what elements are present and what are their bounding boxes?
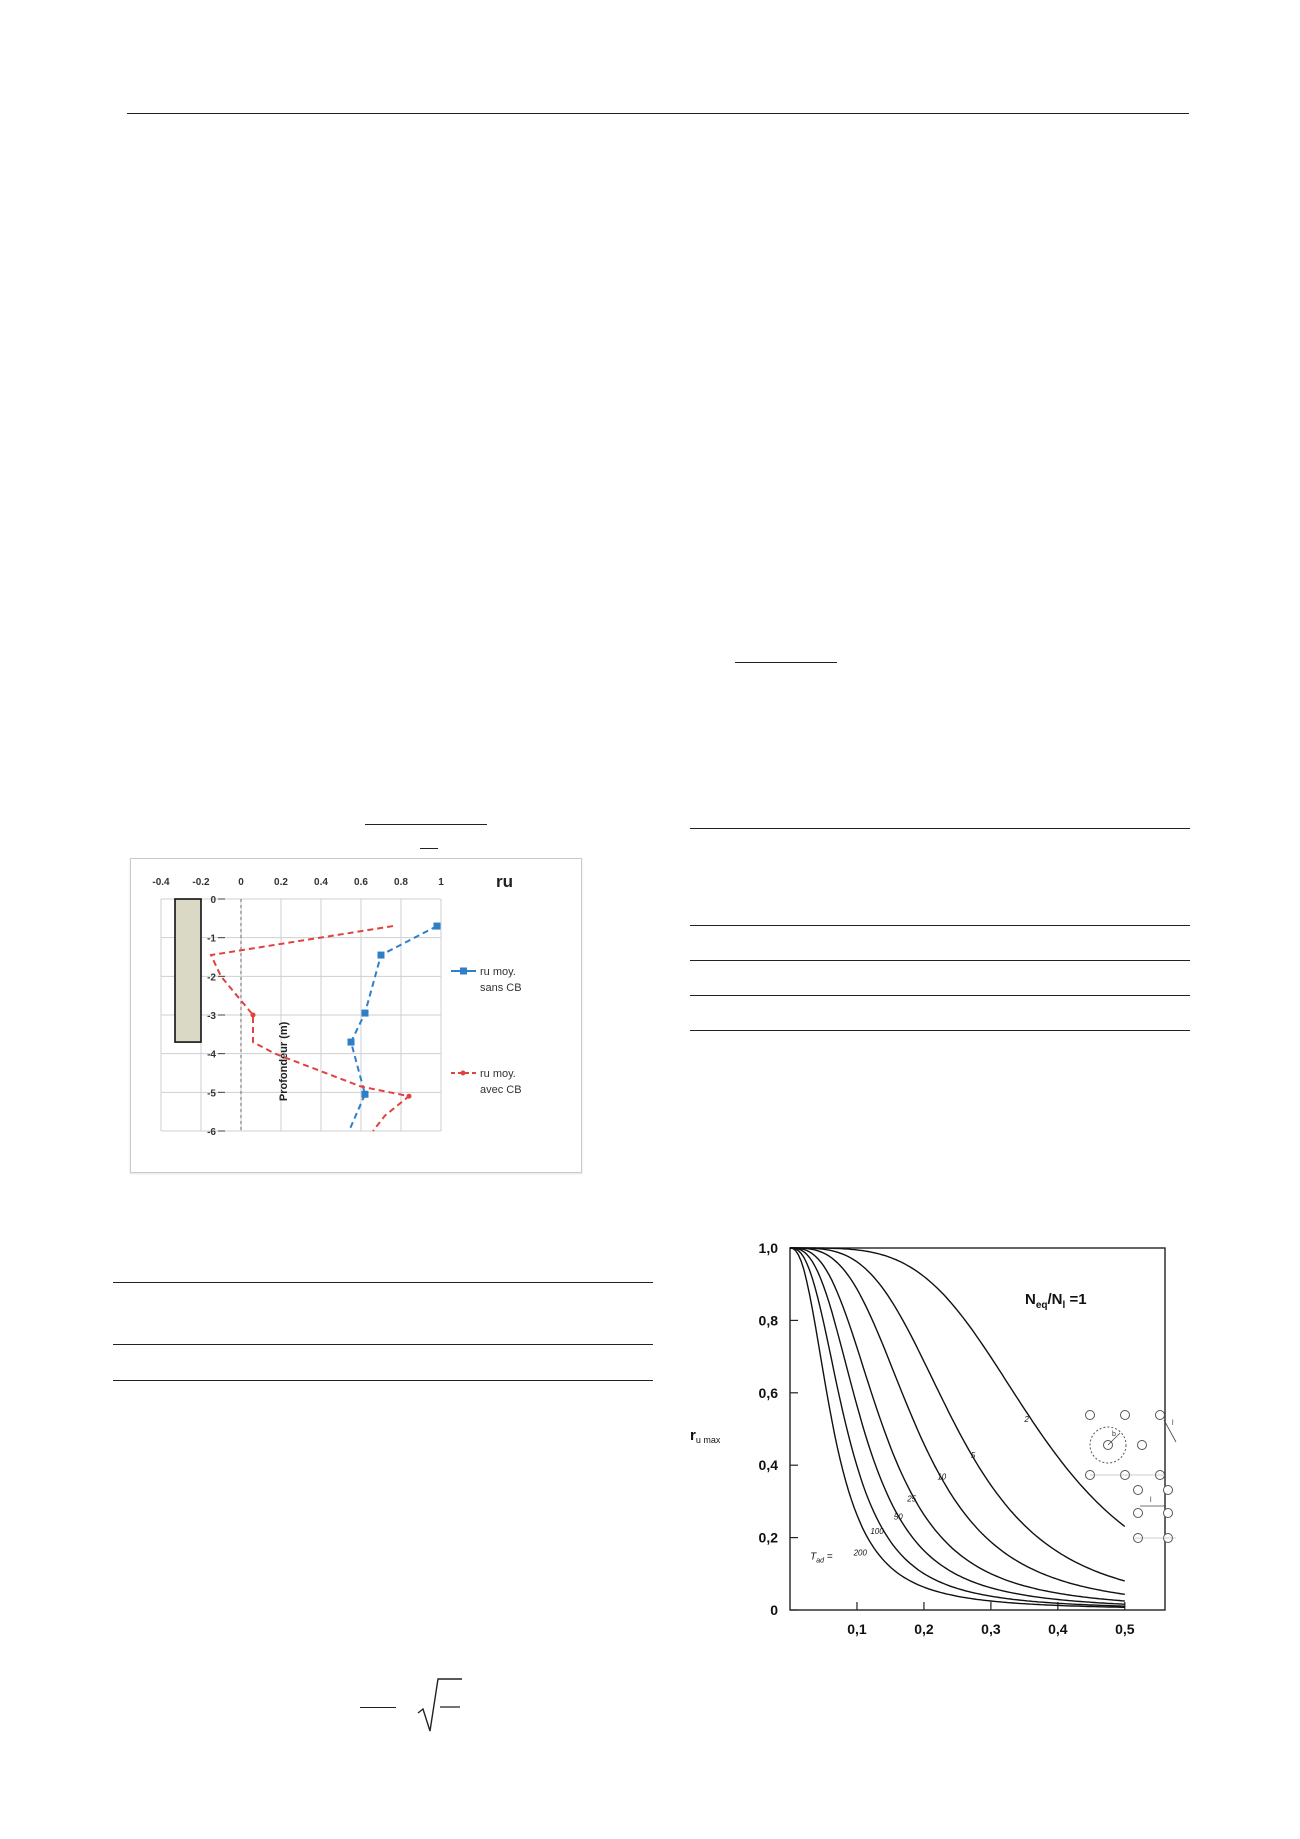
drain-circle xyxy=(1134,1509,1143,1518)
legend-swatch-marker-0 xyxy=(460,968,467,975)
x-tick-label: -0.4 xyxy=(152,877,170,888)
tad-label: $T_{ad}$ = xyxy=(810,1551,833,1565)
y-axis-label: Profondeur (m) xyxy=(278,1021,290,1102)
table-right-row-rule-2 xyxy=(690,995,1190,996)
table-left-bottom-rule xyxy=(113,1380,653,1381)
table-right-header-rule xyxy=(690,925,1190,926)
curve-label-25: 25 xyxy=(907,1494,917,1504)
y-tick-label: 0 xyxy=(770,1602,778,1618)
y-tick-label: 1,0 xyxy=(758,1240,778,1256)
drain-circle xyxy=(1086,1411,1095,1420)
table-left-top-rule xyxy=(113,1282,653,1283)
x-tick-label: 0.4 xyxy=(314,877,328,888)
series-line-0 xyxy=(349,926,437,1131)
curve-label-200: 200 xyxy=(853,1548,867,1558)
ru-max-chart-svg xyxy=(680,1220,1180,1640)
y-axis-label: $r_{u max}$ xyxy=(690,1426,721,1445)
table-left-header-rule xyxy=(113,1344,653,1345)
x-tick-label: 1 xyxy=(438,877,444,888)
curve-label-5: 5 xyxy=(970,1450,976,1460)
chart-title: ru xyxy=(496,872,513,891)
table-right-row-rule-1 xyxy=(690,960,1190,961)
series-marker-0 xyxy=(362,1010,369,1017)
y-tick-label: 0,8 xyxy=(758,1312,778,1329)
ratio-annotation: $N_{eq}/N_l =1$ xyxy=(1025,1291,1087,1311)
formula-fraction-bar-left xyxy=(365,824,487,825)
y-tick-label: 0,2 xyxy=(758,1529,778,1546)
legend-label-line2-0: sans CB xyxy=(480,982,522,994)
series-marker-0 xyxy=(378,952,385,959)
x-tick-label: 0 xyxy=(238,877,244,888)
x-tick-label: 0.2 xyxy=(274,877,288,888)
series-marker-0 xyxy=(362,1091,369,1098)
curve-2 xyxy=(790,1248,1125,1527)
drain-circle xyxy=(1138,1441,1147,1450)
y-tick-label: -6 xyxy=(207,1127,216,1138)
drain-circle xyxy=(1164,1486,1173,1495)
x-tick-label: 0,2 xyxy=(914,1621,934,1637)
legend-label-line1-0: ru moy. xyxy=(480,966,516,978)
legend-label-line2-1: avec CB xyxy=(480,1084,522,1096)
x-tick-label: 0.8 xyxy=(394,877,408,888)
formula-bottom-fraction-bar xyxy=(360,1707,396,1708)
curve-label-2: 2 xyxy=(1024,1414,1029,1424)
inset-label-l1: l xyxy=(1172,1420,1174,1427)
drain-layout-inset xyxy=(1086,1411,1177,1543)
y-tick-label: -1 xyxy=(207,933,216,945)
x-tick-label: 0,4 xyxy=(1048,1621,1068,1637)
drain-circle xyxy=(1121,1411,1130,1420)
x-tick-label: 0,1 xyxy=(847,1621,867,1637)
series-marker-0 xyxy=(434,923,441,930)
series-marker-0 xyxy=(348,1039,355,1046)
x-tick-label: 0,5 xyxy=(1115,1621,1135,1637)
x-tick-label: -0.2 xyxy=(192,877,210,888)
y-tick-label: -4 xyxy=(207,1049,216,1061)
legend-swatch-marker-1 xyxy=(461,1071,466,1076)
y-tick-label: 0,6 xyxy=(758,1384,778,1401)
inset-label-l2: l xyxy=(1150,1497,1152,1504)
drain-circle xyxy=(1164,1509,1173,1518)
inset-label-b: b xyxy=(1112,1431,1116,1438)
ru-depth-chart xyxy=(130,858,582,1173)
series-marker-1 xyxy=(251,1013,256,1018)
formula-bottom-sqrt xyxy=(416,1675,464,1735)
drain-circle xyxy=(1156,1411,1165,1420)
inset-spacing-arrow xyxy=(1164,1420,1176,1442)
y-tick-label: -5 xyxy=(207,1088,216,1100)
curve-label-10: 10 xyxy=(937,1472,947,1482)
table-right-top-rule xyxy=(690,828,1190,829)
curve-label-50: 50 xyxy=(893,1512,903,1522)
x-tick-label: 0,3 xyxy=(981,1621,1001,1637)
y-tick-label: -3 xyxy=(207,1011,216,1022)
stone-column-box xyxy=(175,899,201,1042)
x-tick-label: 0.6 xyxy=(354,877,368,888)
curve-label-100: 100 xyxy=(870,1526,884,1536)
y-tick-label: -2 xyxy=(207,972,216,984)
ru-depth-chart-svg xyxy=(131,859,581,1172)
series-marker-1 xyxy=(407,1094,412,1099)
y-tick-label: 0,4 xyxy=(758,1457,778,1474)
formula-fraction-bar-left-small xyxy=(420,848,438,849)
legend-label-line1-1: ru moy. xyxy=(480,1068,516,1080)
formula-fraction-bar-right xyxy=(735,662,837,663)
table-right-bottom-rule xyxy=(690,1030,1190,1031)
header-rule xyxy=(127,113,1189,114)
drain-circle xyxy=(1134,1486,1143,1495)
ru-max-chart xyxy=(680,1220,1180,1640)
y-tick-label: 0 xyxy=(210,895,216,906)
